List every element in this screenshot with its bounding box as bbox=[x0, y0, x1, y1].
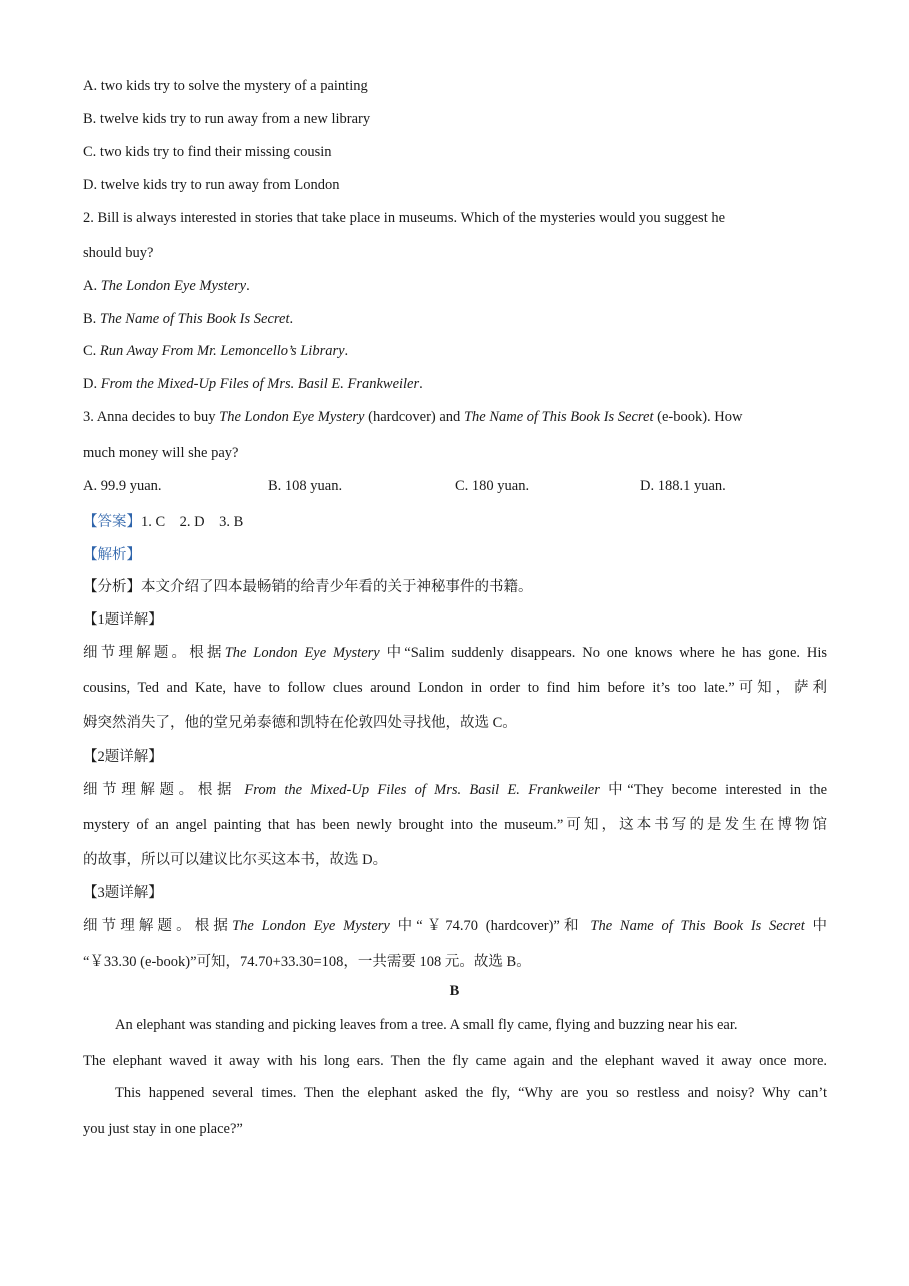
q3-stem-cont: much money will she pay? bbox=[83, 445, 239, 461]
answer-line bbox=[83, 510, 243, 531]
answer-label: 【答案】 bbox=[83, 514, 141, 530]
q1-option-d: D. twelve kids try to run away from London bbox=[83, 177, 340, 193]
q3-stem: 3. Anna decides to buy The London Eye Mystery (hardcover) and The Name of This Book Is Secret (e-book). How bbox=[83, 409, 743, 425]
detail2-line1: 细节理解题。根据 From the Mixed-Up Files of Mrs. Basil E. Frankweiler 中“They become interested in the bbox=[83, 782, 828, 798]
detail3-line2: “￥33.30 (e-book)”可知，74.70+33.30=108，一共需要 108 元。故选 B。 bbox=[83, 954, 531, 970]
summary: 【分析】本文介绍了四本最畅销的给青少年看的关于神秘事件的书籍。 bbox=[83, 579, 533, 595]
q2-option-b: B. The Name of This Book Is Secret. bbox=[83, 311, 294, 327]
q3-option-a: A. 99.9 yuan. bbox=[83, 478, 162, 494]
q2-option-c: C. Run Away From Mr. Lemoncello’s Library. bbox=[83, 343, 349, 359]
analysis-label: 【解析】 bbox=[83, 547, 141, 563]
story-p1-line1: An elephant was standing and picking leaves from a tree. A small fly came, flying and buzzing near his ear. bbox=[115, 1017, 738, 1033]
q3-option-b: B. 108 yuan. bbox=[268, 478, 343, 494]
q2-stem-cont: should buy? bbox=[83, 245, 154, 261]
q1-option-b: B. twelve kids try to run away from a new library bbox=[83, 111, 371, 127]
story-p1-line2: The elephant waved it away with his long ears. Then the fly came again and the elephant waved it away once more. bbox=[83, 1053, 827, 1069]
story-p2-line2: you just stay in one place?” bbox=[83, 1121, 243, 1137]
detail1-line1: 细节理解题。根据The London Eye Mystery 中“Salim suddenly disappears. No one knows where he has gone. His bbox=[83, 645, 828, 661]
detail3-line1: 细节理解题。根据The London Eye Mystery 中“￥74.70 (hardcover)”和 The Name of This Book Is Secret 中 bbox=[83, 918, 828, 934]
q1-option-a: A. two kids try to solve the mystery of a painting bbox=[83, 78, 368, 94]
q2-stem: 2. Bill is always interested in stories that take place in museums. Which of the mysteries would you suggest he bbox=[83, 210, 726, 226]
q3-option-c: C. 180 yuan. bbox=[455, 478, 530, 494]
detail2-line2: mystery of an angel painting that has been newly brought into the museum.”可知，这本书写的是发生在博物馆 bbox=[83, 817, 827, 833]
q3-option-d: D. 188.1 yuan. bbox=[640, 478, 726, 494]
detail3-heading: 【3题详解】 bbox=[83, 885, 163, 901]
q1-option-c: C. two kids try to find their missing cousin bbox=[83, 144, 332, 160]
q2-option-d: D. From the Mixed-Up Files of Mrs. Basil E. Frankweiler. bbox=[83, 376, 423, 392]
detail1-heading: 【1题详解】 bbox=[83, 612, 163, 628]
q2-option-a: A. The London Eye Mystery. bbox=[83, 278, 250, 294]
story-p2-line1: This happened several times. Then the elephant asked the fly, “Why are you so restless and noisy? Why can’t bbox=[115, 1085, 827, 1101]
section-b-heading: B bbox=[449, 983, 460, 999]
answer-text: 1. C 2. D 3. B bbox=[141, 514, 244, 530]
detail2-heading: 【2题详解】 bbox=[83, 749, 163, 765]
detail2-line3: 的故事，所以可以建议比尔买这本书，故选 D。 bbox=[83, 852, 388, 868]
detail1-line2: cousins, Ted and Kate, have to follow clues around London in order to find him before it’s too late.”可知，萨利 bbox=[83, 680, 827, 696]
detail1-line3: 姆突然消失了，他的堂兄弟泰德和凯特在伦敦四处寻找他，故选 C。 bbox=[83, 715, 517, 731]
